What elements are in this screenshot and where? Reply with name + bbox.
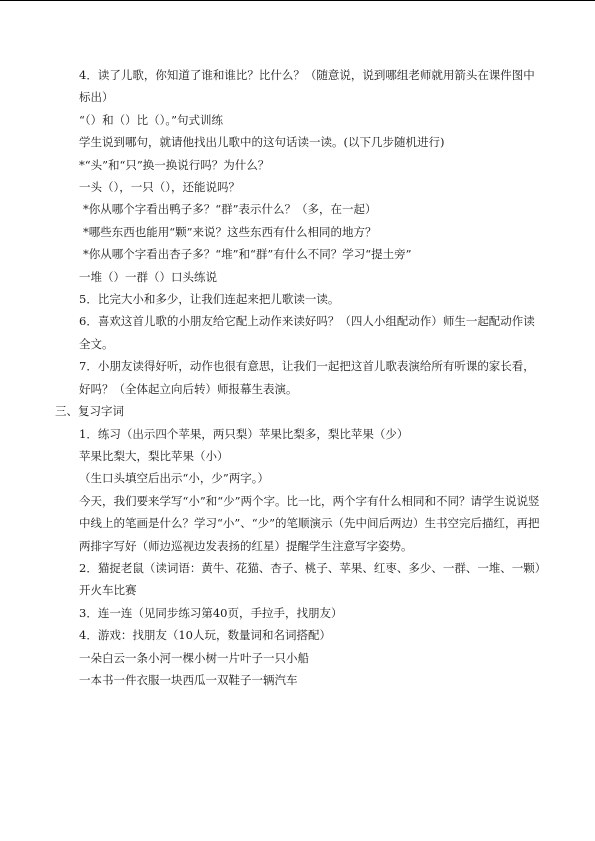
exercise-step-1: 1．练习（出示四个苹果，两只梨）苹果比梨多，梨比苹果（少） bbox=[79, 426, 409, 441]
question-line: *哪些东西也能用“颗”来说？这些东西有什么相同的地方？ bbox=[83, 224, 377, 239]
word-match-line: 一本书一件衣服一块西瓜一双鞋子一辆汽车 bbox=[79, 672, 298, 687]
document-body bbox=[55, 64, 543, 691]
exercise-step-2: 2．猫捉老鼠（读词语：黄牛、花猫、杏子、桃子、苹果、红枣、多少、一群、一堆、一颗）开火车比赛 bbox=[79, 560, 541, 598]
section-heading: 三、复习字词 bbox=[55, 404, 124, 419]
header-rule bbox=[0, 0, 595, 1]
exercise-line: （生口头填空后出示“小，少”两字。） bbox=[79, 471, 270, 486]
instruction-line: 学生说到哪句，就请他找出儿歌中的这句话读一读。(以下几步随机进行) bbox=[79, 135, 445, 150]
fill-blank-line: 一头（），一只（），还能说吗？ bbox=[79, 180, 240, 195]
exercise-step-4: 4．游戏：找朋友（10人玩，数量词和名词搭配） bbox=[79, 628, 331, 643]
question-line: *你从哪个字看出杏子多？“堆”和“群”有什么不同？学习“提土旁” bbox=[83, 247, 412, 262]
paragraph-step-4: 4．读了儿歌，你知道了谁和谁比？比什么？（随意说，说到哪组老师就用箭头在课件图中标出） bbox=[79, 68, 535, 105]
word-match-line: 一朵白云一条小河一棵小树一片叶子一只小船 bbox=[79, 650, 309, 665]
question-line: *你从哪个字看出鸭子多？“群”表示什么？（多，在一起） bbox=[83, 202, 377, 217]
paragraph-step-5: 5．比完大小和多少，让我们连起来把儿歌读一读。 bbox=[79, 292, 340, 307]
writing-practice-paragraph: 今天，我们要来学写“小”和“少”两个字。比一比，两个字有什么相同和不同？请学生说说竖中线上的笔画是什么？学习“小”、“少”的笔顺演示（先中间后两边）生书空完后描红，再把两排字写好（师边巡视边发表扬的红星）提醒学生注意写字姿势。 bbox=[79, 493, 540, 553]
exercise-step-3: 3．连一连（见同步练习第40页，手拉手，找朋友） bbox=[79, 605, 343, 620]
paragraph-step-6: 6．喜欢这首儿歌的小朋友给它配上动作来读好吗？（四人小组配动作）师生一起配动作读全文。 bbox=[79, 314, 535, 351]
sentence-pattern-drill: “（）和（）比（）。”句式训练 bbox=[79, 112, 224, 127]
exercise-line: 苹果比梨大，梨比苹果（小） bbox=[79, 448, 229, 463]
question-line: *“头”和“只”换一换说行吗？为什么？ bbox=[79, 157, 270, 172]
paragraph-step-7: 7．小朋友读得好听，动作也很有意思，让我们一起把这首儿歌表演给所有听课的家长看，好吗？（全体起立向后转）师报幕生表演。 bbox=[79, 359, 535, 396]
oral-practice-line: 一堆（）一群（）口头练说 bbox=[79, 269, 217, 284]
